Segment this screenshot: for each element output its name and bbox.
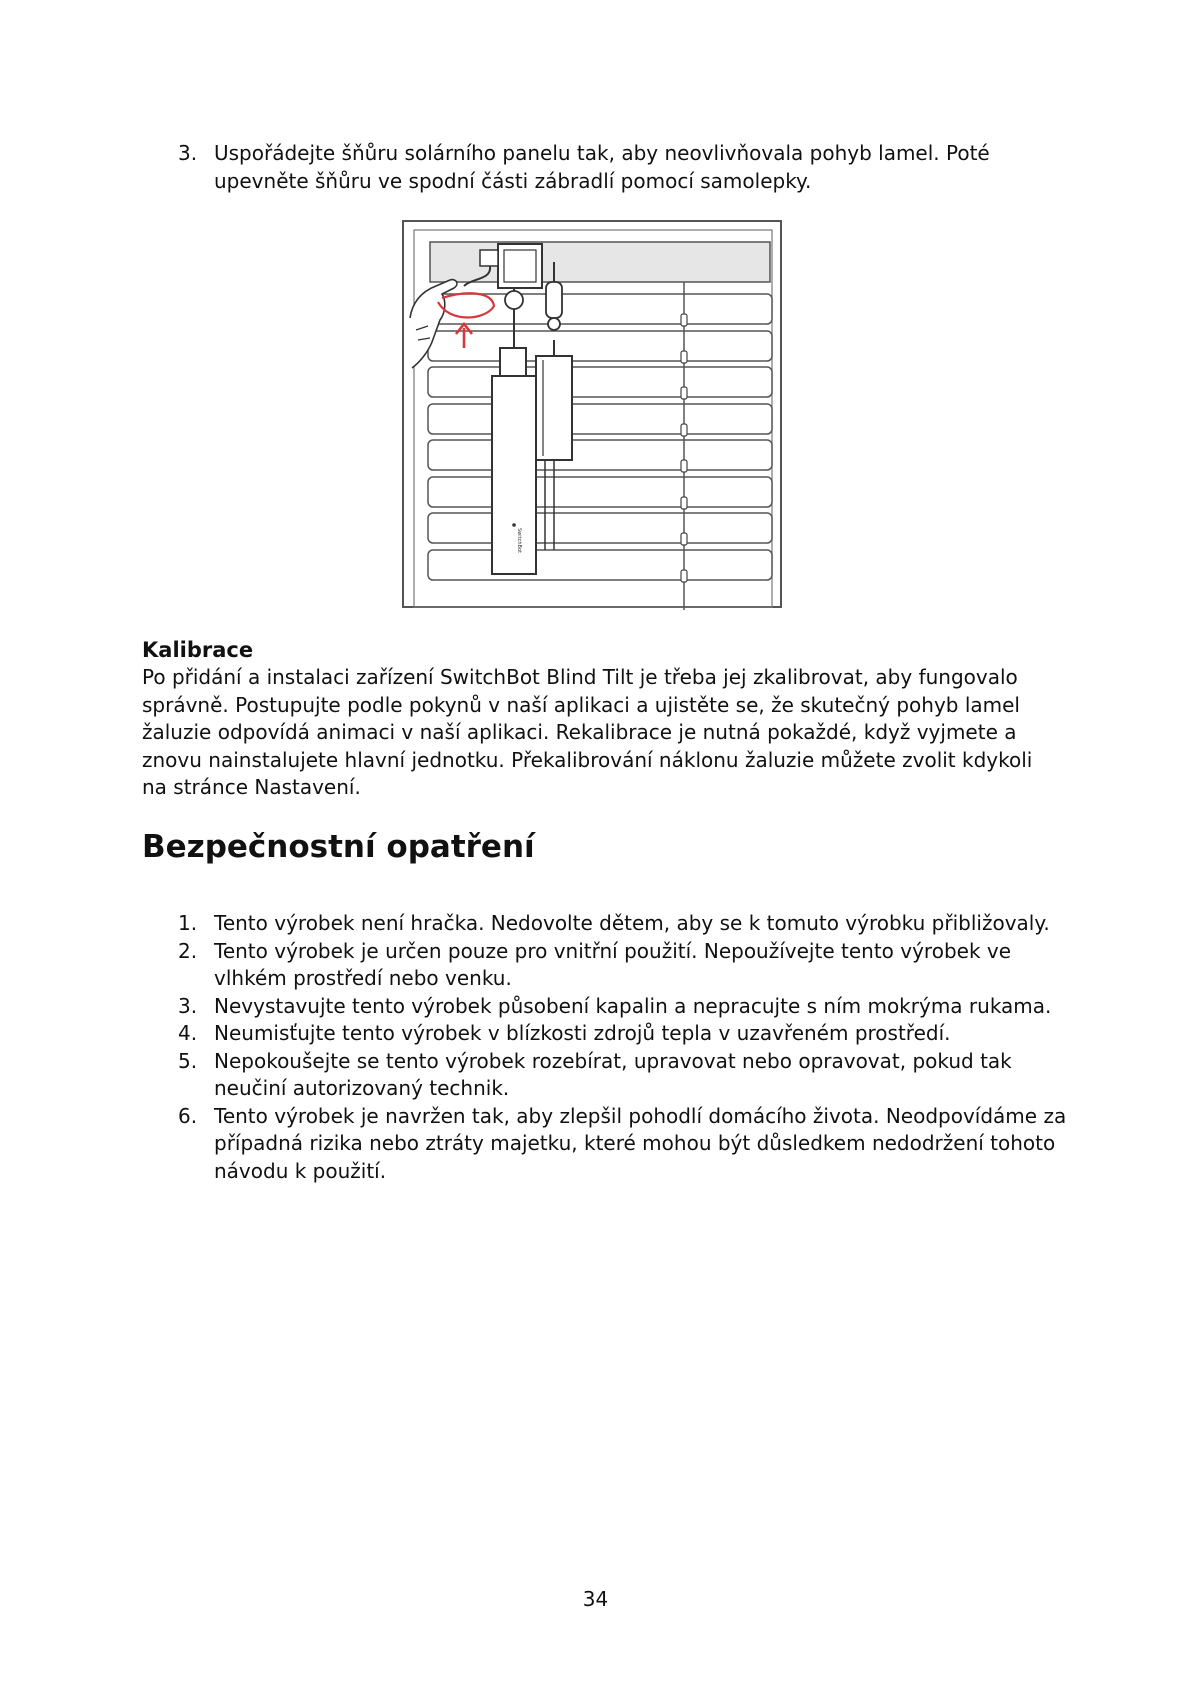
item-number: 6. <box>178 1103 198 1128</box>
blind-tilt-illustration <box>402 220 782 610</box>
safety-item-1 <box>178 910 1078 938</box>
safety-item-5 <box>178 1048 1078 1103</box>
step-number: 3. <box>178 141 198 165</box>
page-number: 34 <box>582 1587 609 1611</box>
item-number: 2. <box>178 938 198 963</box>
item-text: Tento výrobek je určen pouze pro vnitřní použití. Nepoužívejte tento výrobek ve vlhkém prostředí nebo venku. <box>214 938 1012 990</box>
item-number: 4. <box>178 1021 198 1045</box>
item-number: 3. <box>178 993 198 1018</box>
step-text: Uspořádejte šňůru solárního panelu tak, aby neovlivňovala pohyb lamel. Poté upevněte šňůru ve spodní části zábradlí pomocí samolepky. <box>214 141 990 193</box>
solar-panel <box>536 356 572 460</box>
item-number: 1. <box>178 911 198 935</box>
item-text: Nevystavujte tento výrobek působení kapalin a nepracujte s ním mokrýma rukama. <box>214 993 1052 1018</box>
safety-item-3 <box>178 993 1078 1021</box>
device-body <box>492 376 536 574</box>
item-text: Tento výrobek není hračka. Nedovolte dětem, aby se k tomuto výrobku přibližovaly. <box>214 911 1050 935</box>
calibration-text: Po přidání a instalaci zařízení SwitchBot Blind Tilt je třeba jej zkalibrovat, aby fungovalo správně. Postupujte podle pokynů v naší aplikaci a ujistěte se, že skutečný pohyb lamel žaluzie odpovídá animaci v naší aplikaci. Rekalibrace je nutná pokaždé, když vyjmete a znovu nainstalujete hlavní jednotku. Překalibrování náklonu žaluzie můžete zvolit kdykoli na stránce Nastavení. <box>142 665 1033 799</box>
item-text: Nepokoušejte se tento výrobek rozebírat, upravovat nebo opravovat, pokud tak neučiní autorizovaný technik. <box>214 1048 1012 1100</box>
item-number: 5. <box>178 1048 198 1073</box>
device-label: SwitchBot <box>516 528 522 553</box>
safety-item-2 <box>178 938 1078 993</box>
instruction-step-3 <box>178 140 1078 195</box>
safety-item-4 <box>178 1020 1078 1048</box>
safety-heading: Bezpečnostní opatření <box>142 829 535 865</box>
safety-item-6 <box>178 1103 1078 1186</box>
calibration-heading: Kalibrace <box>142 638 254 662</box>
item-text: Neumisťujte tento výrobek v blízkosti zdrojů tepla v uzavřeném prostředí. <box>214 1021 951 1045</box>
item-text: Tento výrobek je navržen tak, aby zlepšil pohodlí domácího života. Neodpovídáme za případná rizika nebo ztráty majetku, které mohou být důsledkem nedodržení tohoto návodu k použití. <box>214 1103 1067 1183</box>
